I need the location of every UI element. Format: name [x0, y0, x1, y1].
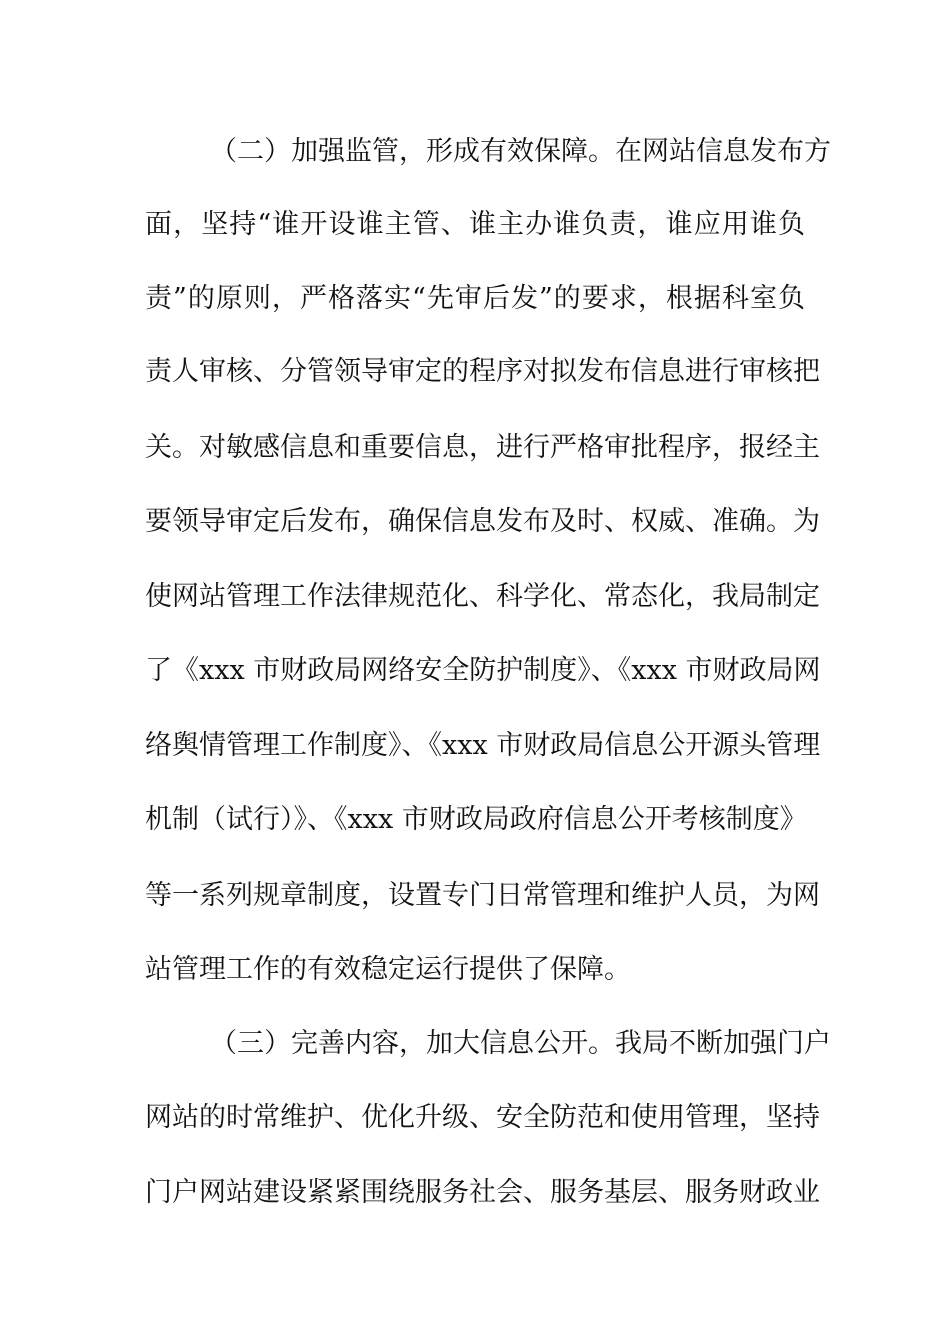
paragraph-2-line-10: 机制（试行）》、《xxx 市财政局政府信息公开考核制度》 [145, 804, 807, 835]
paragraph-2-line-11: 等一系列规章制度，设置专门日常管理和维护人员，为网 [145, 880, 820, 911]
paragraph-2-line-3: 责”的原则，严格落实“先审后发”的要求，根据科室负 [145, 283, 805, 314]
paragraph-3-line-3: 门户网站建设紧紧围绕服务社会、服务基层、服务财政业 [145, 1177, 820, 1208]
paragraph-3-line-2: 网站的时常维护、优化升级、安全防范和使用管理，坚持 [145, 1102, 820, 1133]
paragraph-2-line-8: 了《xxx 市财政局网络安全防护制度》、《xxx 市财政局网 [145, 655, 821, 686]
paragraph-2-line-9: 络舆情管理工作制度》、《xxx 市财政局信息公开源头管理 [145, 730, 821, 761]
paragraph-2-line-2: 面，坚持“谁开设谁主管、谁主办谁负责，谁应用谁负 [145, 209, 805, 240]
paragraph-2-line-12: 站管理工作的有效稳定运行提供了保障。 [145, 954, 631, 985]
paragraph-2-line-6: 要领导审定后发布，确保信息发布及时、权威、准确。为 [145, 506, 820, 537]
paragraph-2-line-5: 关。对敏感信息和重要信息，进行严格审批程序，报经主 [145, 432, 820, 463]
paragraph-2-line-7: 使网站管理工作法律规范化、科学化、常态化，我局制定 [145, 581, 820, 612]
paragraph-3-line-1: （三）完善内容，加大信息公开。我局不断加强门户 [210, 1028, 831, 1059]
paragraph-2-line-4: 责人审核、分管领导审定的程序对拟发布信息进行审核把 [145, 356, 820, 387]
paragraph-2-line-1: （二）加强监管，形成有效保障。在网站信息发布方 [210, 136, 831, 167]
